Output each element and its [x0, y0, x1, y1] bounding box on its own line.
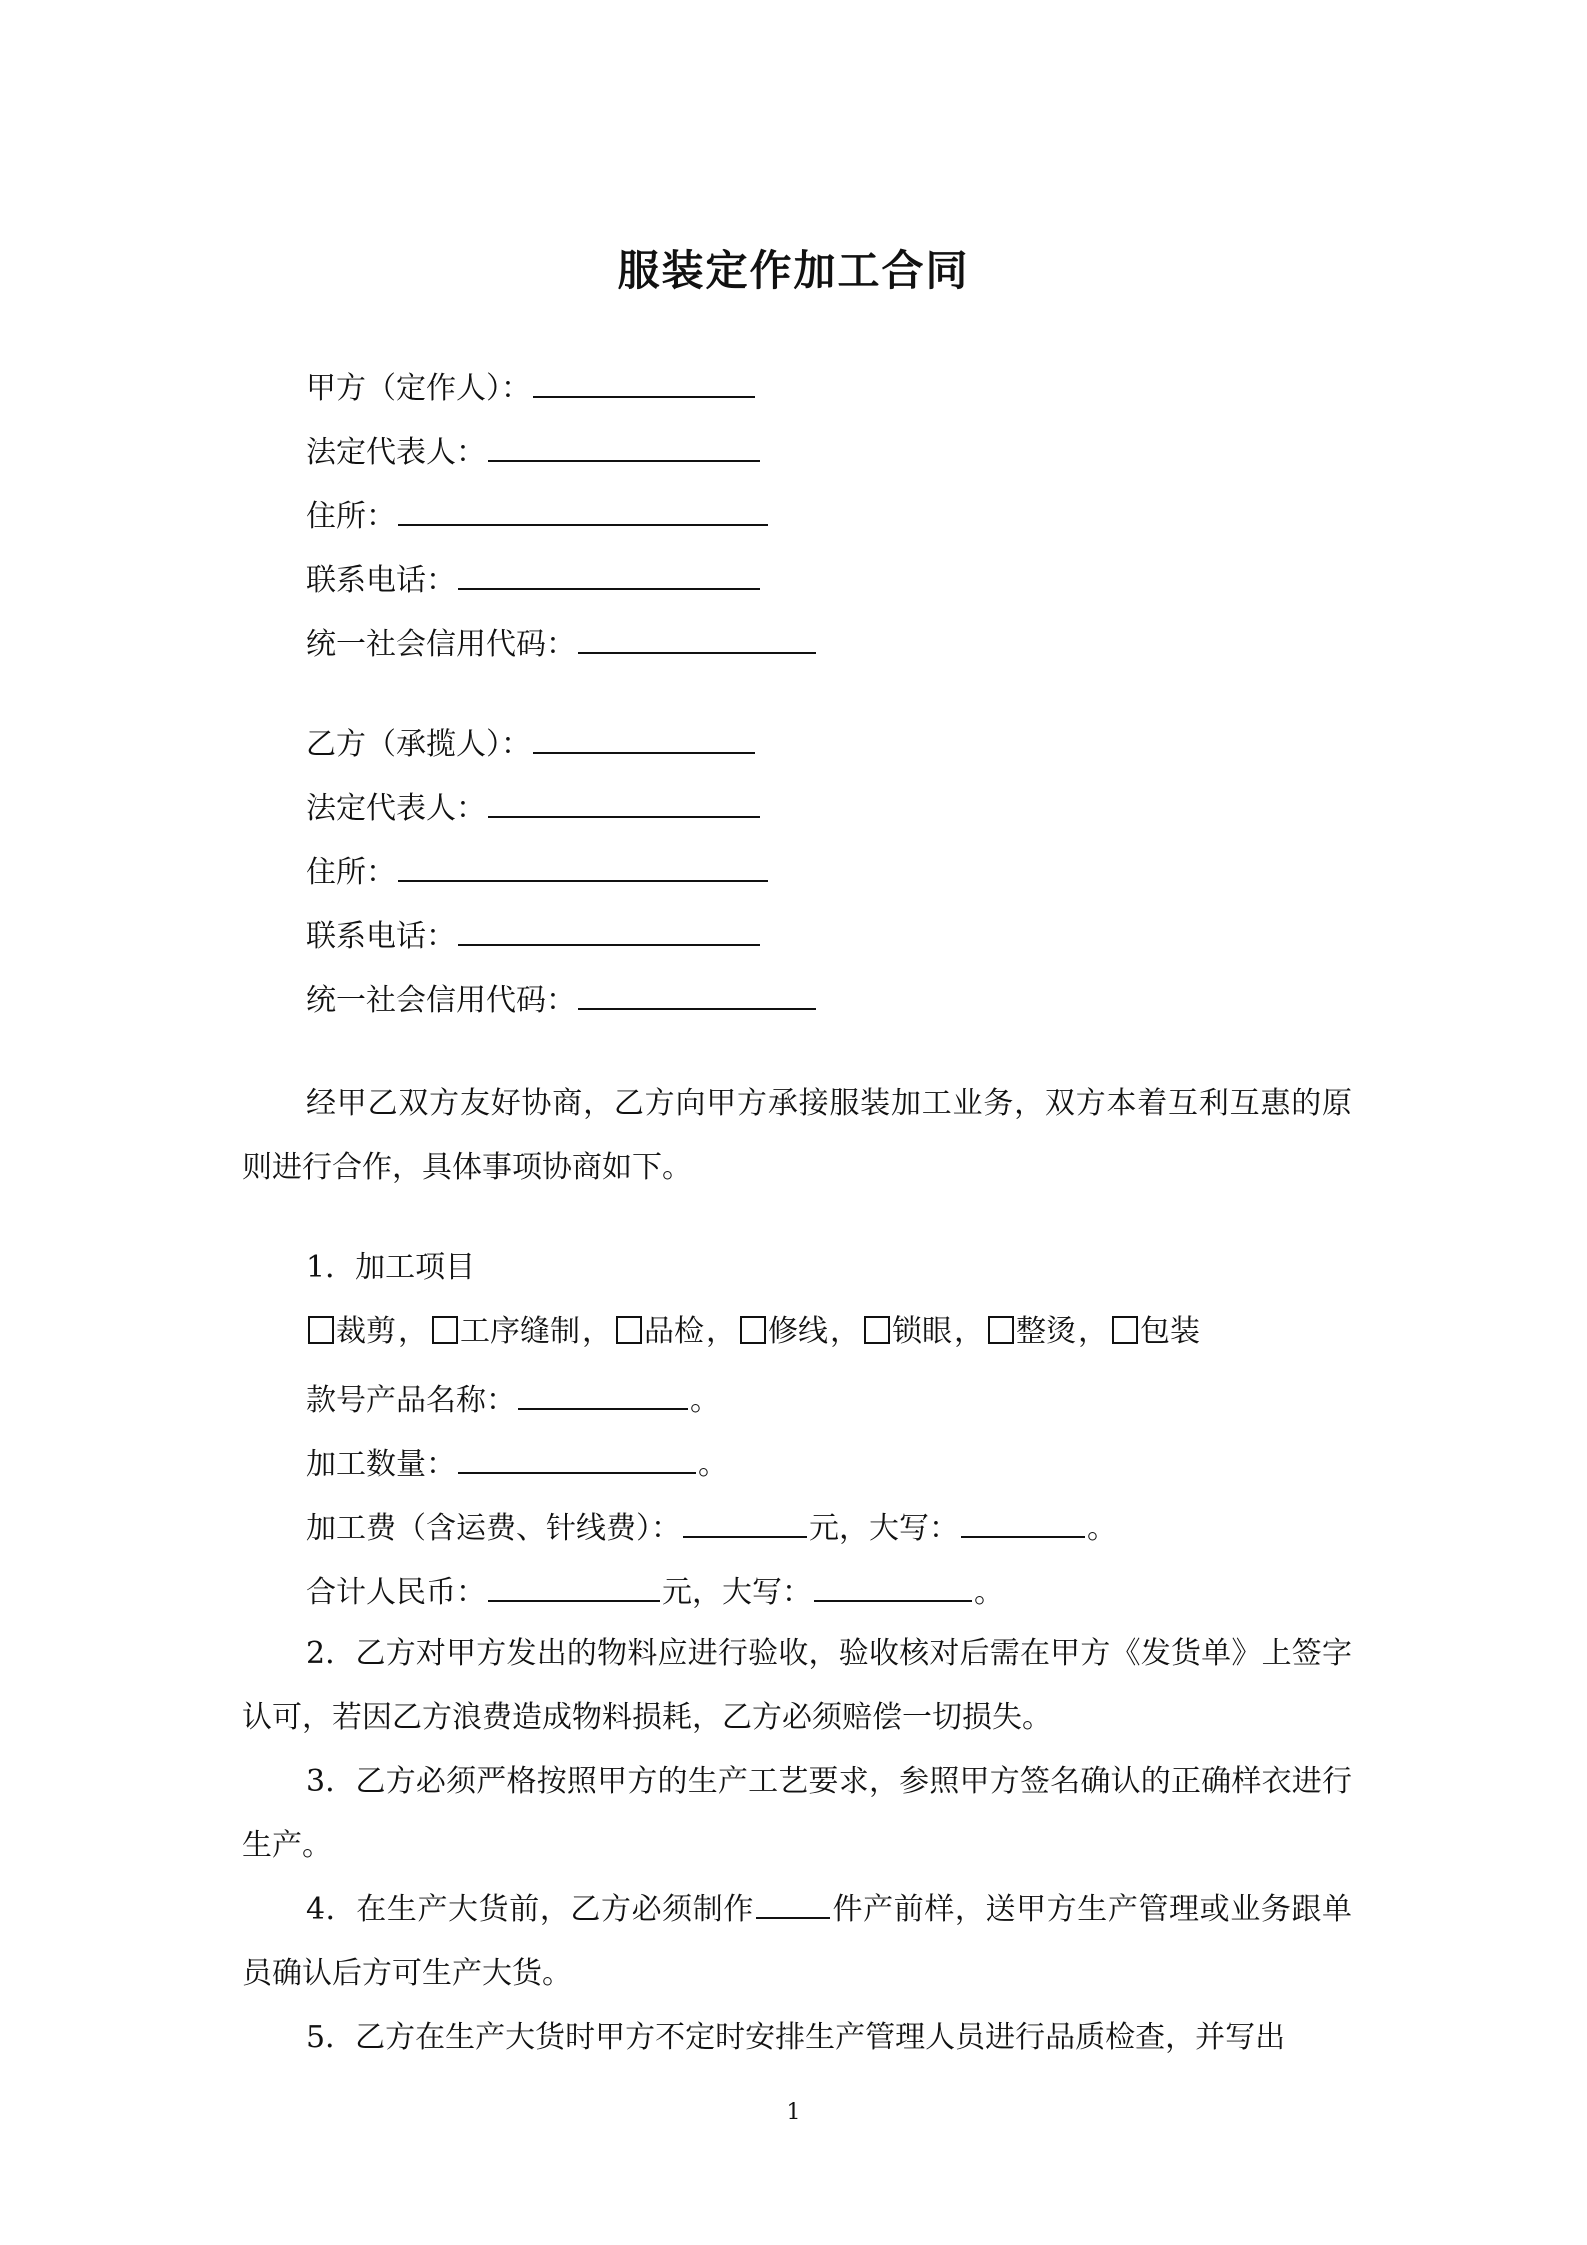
party-a-rep-line — [306, 428, 762, 468]
party-a-credit-blank[interactable] — [578, 620, 816, 654]
option-buttonhole[interactable]: 锁眼 — [864, 1314, 952, 1349]
option-inspection[interactable]: 品检 — [616, 1314, 704, 1349]
party-a-phone-label: 联系电话： — [306, 563, 456, 598]
checkbox-icon[interactable] — [740, 1316, 766, 1344]
document-title: 服装定作加工合同 — [617, 246, 970, 295]
party-a-rep-label: 法定代表人： — [306, 435, 486, 470]
sample-count-blank[interactable] — [756, 1885, 830, 1919]
fee-caps-blank[interactable] — [961, 1504, 1085, 1538]
option-cutting[interactable]: 裁剪 — [308, 1314, 396, 1349]
total-label: 合计人民币： — [306, 1575, 486, 1610]
party-b-label: 乙方（承揽人）： — [306, 727, 531, 762]
checkbox-icon[interactable] — [432, 1316, 458, 1344]
party-b-phone-blank[interactable] — [458, 912, 760, 946]
party-a-credit-label: 统一社会信用代码： — [306, 627, 576, 662]
party-a-address-blank[interactable] — [398, 492, 768, 526]
total-caps-blank[interactable] — [814, 1568, 972, 1602]
fee-amount-blank[interactable] — [683, 1504, 807, 1538]
section-1-heading: 1．加工项目 — [306, 1250, 476, 1285]
party-a-address-line — [306, 492, 770, 532]
party-b-address-label: 住所： — [306, 855, 396, 890]
checkbox-icon[interactable] — [864, 1316, 890, 1344]
party-b-blank[interactable] — [533, 720, 755, 754]
party-a-phone-blank[interactable] — [458, 556, 760, 590]
total-amount-blank[interactable] — [488, 1568, 660, 1602]
clause-5: 5．乙方在生产大货时甲方不定时安排生产管理人员进行品质检查，并写出 — [306, 2020, 1286, 2055]
fee-label: 加工费（含运费、针线费）： — [306, 1511, 681, 1546]
checkbox-icon[interactable] — [1112, 1316, 1138, 1344]
party-b-phone-line — [306, 912, 762, 952]
processing-options: 裁剪， 工序缝制， 品检， 修线， 锁眼， 整烫， 包装 — [308, 1312, 1200, 1352]
fee-line: 加工费（含运费、针线费）： 元，大写： 。 — [306, 1504, 1117, 1544]
party-b-address-line — [306, 848, 770, 888]
party-b-credit-blank[interactable] — [578, 976, 816, 1010]
option-trimming[interactable]: 修线 — [740, 1314, 828, 1349]
checkbox-icon[interactable] — [616, 1316, 642, 1344]
party-a-name-line — [306, 364, 757, 404]
party-a-blank[interactable] — [533, 364, 755, 398]
total-line: 合计人民币： 元，大写： 。 — [306, 1568, 1004, 1608]
quantity-blank[interactable] — [458, 1440, 696, 1474]
quantity-label: 加工数量： — [306, 1447, 456, 1482]
party-b-rep-blank[interactable] — [488, 784, 760, 818]
option-sewing[interactable]: 工序缝制 — [432, 1314, 580, 1349]
product-name-blank[interactable] — [518, 1376, 688, 1410]
quantity-line: 加工数量： 。 — [306, 1440, 728, 1480]
party-b-credit-line — [306, 976, 818, 1016]
intro-paragraph: 经甲乙双方友好协商，乙方向甲方承接服装加工业务，双方本着互利互惠的原则进行合作，具体事项协商如下。 — [242, 1086, 1352, 1185]
party-a-credit-line — [306, 620, 818, 660]
party-a-phone-line — [306, 556, 762, 596]
party-a-address-label: 住所： — [306, 499, 396, 534]
clause-3: 3．乙方必须严格按照甲方的生产工艺要求，参照甲方签名确认的正确样衣进行生产。 — [242, 1764, 1352, 1863]
party-a-rep-blank[interactable] — [488, 428, 760, 462]
party-a-label: 甲方（定作人）： — [306, 371, 531, 406]
product-name-line: 款号产品名称： 。 — [306, 1376, 720, 1416]
page-number: 1 — [786, 2100, 801, 2125]
option-packaging[interactable]: 包装 — [1112, 1314, 1200, 1349]
party-b-phone-label: 联系电话： — [306, 919, 456, 954]
party-b-rep-line — [306, 784, 762, 824]
product-name-label: 款号产品名称： — [306, 1383, 516, 1418]
party-b-credit-label: 统一社会信用代码： — [306, 983, 576, 1018]
clause-2: 2．乙方对甲方发出的物料应进行验收，验收核对后需在甲方《发货单》上签字认可，若因乙方浪费造成物料损耗，乙方必须赔偿一切损失。 — [242, 1636, 1352, 1735]
party-b-rep-label: 法定代表人： — [306, 791, 486, 826]
clause-4: 4．在生产大货前，乙方必须制作 件产前样，送甲方生产管理或业务跟单员确认后方可生产大货。 — [242, 1878, 1352, 2006]
party-b-name-line — [306, 720, 757, 760]
option-ironing[interactable]: 整烫 — [988, 1314, 1076, 1349]
checkbox-icon[interactable] — [988, 1316, 1014, 1344]
checkbox-icon[interactable] — [308, 1316, 334, 1344]
party-b-address-blank[interactable] — [398, 848, 768, 882]
